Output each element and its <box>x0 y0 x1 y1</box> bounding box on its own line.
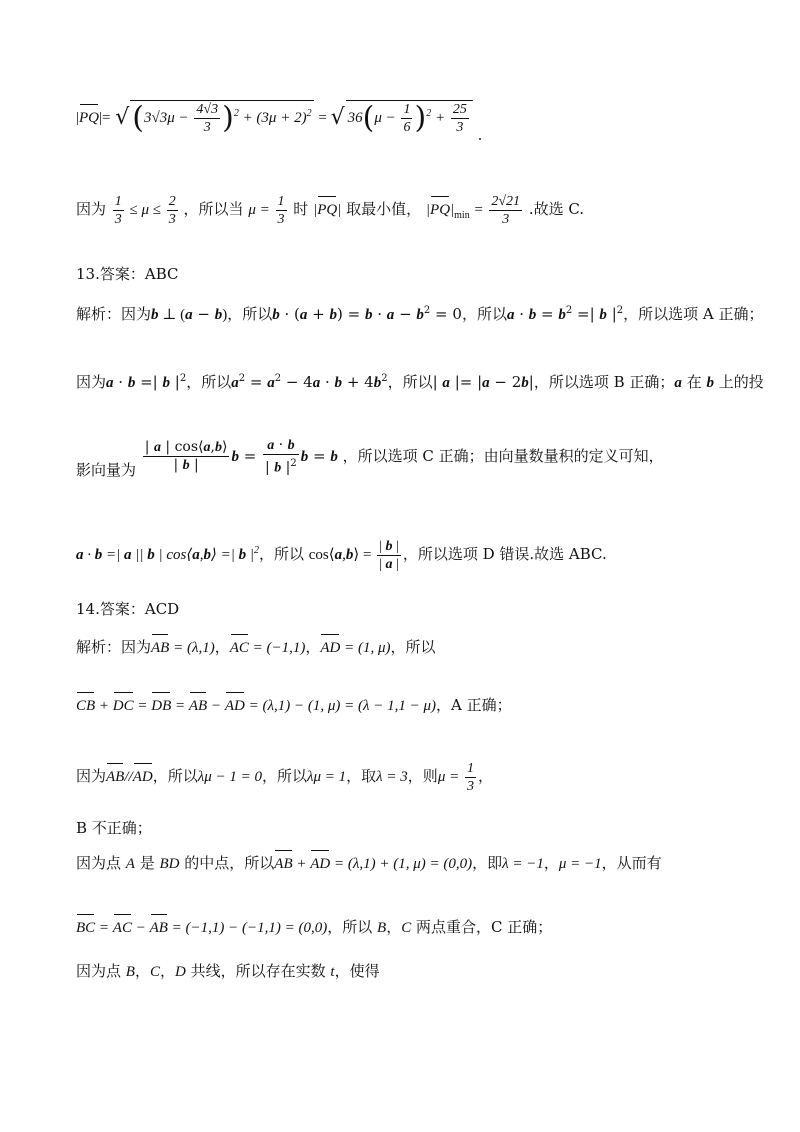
q13-line3: 影向量为 $\frac{| a | \cos⟨a,b⟩}{| b |}$ b = $\frac{a \cdot b}{| b |^2}$ b = b ，所以选项 C 正确；由向量数量积的定义可知， <box>76 437 664 479</box>
projection-frac: $\frac{| a | \cos⟨a,b⟩}{| b |}$ <box>144 439 228 474</box>
q14-line2 <box>76 694 512 717</box>
text: 解析：因为 <box>76 305 152 323</box>
text: ，从而有 <box>601 854 662 872</box>
pq-abs: |PQ| <box>313 202 341 218</box>
real-t: t <box>330 964 335 980</box>
dot-product-def: a · b =| a || b | cos⟨a,b⟩ =| b $|^2$ <box>76 544 259 563</box>
q14-line3: 因为AB//AD，所以λμ − 1 = 0，所以λμ = 1，取λ = 3，则μ = $\frac{1}{3}$ ， <box>76 761 493 794</box>
q14-line1: 解析：因为AB = (λ,1)，AC = (−1,1)，AD = (1, μ)，所以 <box>76 636 436 659</box>
q13-title: 13.答案：ABC <box>76 265 179 283</box>
text: ，所以 <box>258 544 304 563</box>
text: ，所以 <box>327 918 378 936</box>
q14-line5: 因为点 A 是 BD 的中点，所以AB + AD = (λ,1) + (1, μ) = (0,0)，即λ = −1，μ = −1，从而有 <box>76 852 662 875</box>
text: ， <box>543 854 559 872</box>
text: 时 <box>293 199 309 218</box>
text: 上的投 <box>713 373 764 391</box>
point-d: D <box>175 964 186 980</box>
text: ，所以 <box>390 638 436 656</box>
pq-abs-close: |= <box>99 109 111 126</box>
q13-line1: 解析：因为b ⊥ (a − b)，所以$b \cdot (a + b) = b \cdot a - b^2 = 0$，所以$a \cdot b = b^2$ =| b $|^2$，所以选项 A 正确； <box>76 305 764 323</box>
text: ，则 <box>407 766 438 785</box>
q13-line2: 因为a · b =| b $|^2$，所以$a^2 = a^2 - 4a \cdot b + 4b^2$，所以| a |= |a − 2b|，所以选项 B 正确；a 在 b 上的投 <box>76 373 764 391</box>
text: 解析：因为 <box>76 638 152 656</box>
text: 因为点 <box>76 962 126 980</box>
q14-title: 14.答案：ACD <box>76 600 180 618</box>
text: ，所以选项 A 正确； <box>623 305 764 323</box>
projection-frac-2: $\frac{a \cdot b}{| b |^2}$ <box>265 437 297 476</box>
text: ，所以 <box>261 766 307 785</box>
pq-vector: PQ <box>79 107 99 129</box>
vector-bc: BC = AC − AB = (−1,1) − (−1,1) = (0,0) <box>76 920 327 936</box>
text: 因为点 <box>76 854 126 872</box>
text: ， <box>214 638 230 656</box>
point-a: A <box>125 856 135 872</box>
period: . <box>477 125 483 144</box>
text: ，所以选项 B 正确； <box>533 373 675 391</box>
vector-sum: CB + DC = DB = AB − AD = (λ,1) − (1, μ) = (λ − 1,1 − μ) <box>76 698 436 714</box>
mu-range: $\frac{1}{3}$ ≤ μ ≤ $\frac{2}{3}$ <box>114 194 176 227</box>
text: ，所以当 <box>183 199 244 218</box>
q13-line4 <box>76 538 607 573</box>
segment-bd: BD <box>159 856 180 872</box>
point-c: C <box>149 964 160 980</box>
text: ，所以 <box>387 373 433 391</box>
text: ，所以 <box>227 305 273 323</box>
sqrt-icon: √ <box>330 104 345 130</box>
point-c: C <box>401 920 412 936</box>
text: ，取 <box>346 766 377 785</box>
text: ，所以 <box>152 766 198 785</box>
q14-line6 <box>76 916 552 939</box>
text: ， <box>134 962 150 980</box>
text: 是 <box>134 854 160 872</box>
text: ，所以 <box>186 373 232 391</box>
q14-line4: B 不正确； <box>76 819 152 837</box>
mu-value: μ = $\frac{1}{3}$ <box>248 194 285 227</box>
text: 影向量为 <box>76 460 137 479</box>
vector-a: a <box>674 375 682 391</box>
pq-expr-a: (3√3μ − $\frac{4√3}{3}$ )$^2 + (3\mu + 2)^2$ <box>132 100 312 136</box>
text: 因为 <box>76 199 107 218</box>
text: ， <box>477 766 493 785</box>
text: ，A 正确； <box>435 696 512 714</box>
text: .故选 C. <box>528 199 585 218</box>
cos-formula: cos⟨a,b⟩ = $\frac{| b |}{| a |}$ <box>308 539 399 572</box>
mu-range-line <box>76 193 584 228</box>
sqrt-icon: √ <box>115 104 130 130</box>
q14-line7 <box>76 960 380 983</box>
text: ， <box>159 962 175 980</box>
text: 两点重合，C 正确； <box>411 918 553 936</box>
pq-abs-open: | <box>76 109 80 126</box>
vector-b: b <box>706 375 714 391</box>
text: ， <box>386 918 402 936</box>
text: 在 <box>681 373 707 391</box>
point-b: B <box>377 920 387 936</box>
point-b: B <box>125 964 135 980</box>
pq-expr-b: 36(μ − $\frac{1}{6}$ )$^2$ + $\frac{25}{3}$ <box>346 100 473 136</box>
text: ，所以选项 C 正确；由向量数量积的定义可知， <box>342 446 664 465</box>
text: 共线，所以存在实数 <box>185 962 331 980</box>
pq-length-formula: |PQ|= √ (3√3μ − $\frac{4√3}{3}$ )$^2 + (3\mu + 2)^2 = √36(\mu$ − $\frac{1}{6}$ )$^2$ + $\frac{25}{3}$ . <box>76 100 483 144</box>
text: ，所以选项 D 错误.故选 ABC. <box>402 544 607 563</box>
text: ， <box>305 638 321 656</box>
text: ，使得 <box>334 962 380 980</box>
text: ，所以 <box>461 305 507 323</box>
text: ，即 <box>472 854 503 872</box>
text: 因为 <box>76 766 107 785</box>
text: 取最小值， <box>346 199 422 218</box>
text: 的中点，所以 <box>179 854 275 872</box>
pq-min: $|PQ|_{min}$ = $\frac{2√21}{3}$ <box>425 194 521 227</box>
text: 因为 <box>76 373 107 391</box>
